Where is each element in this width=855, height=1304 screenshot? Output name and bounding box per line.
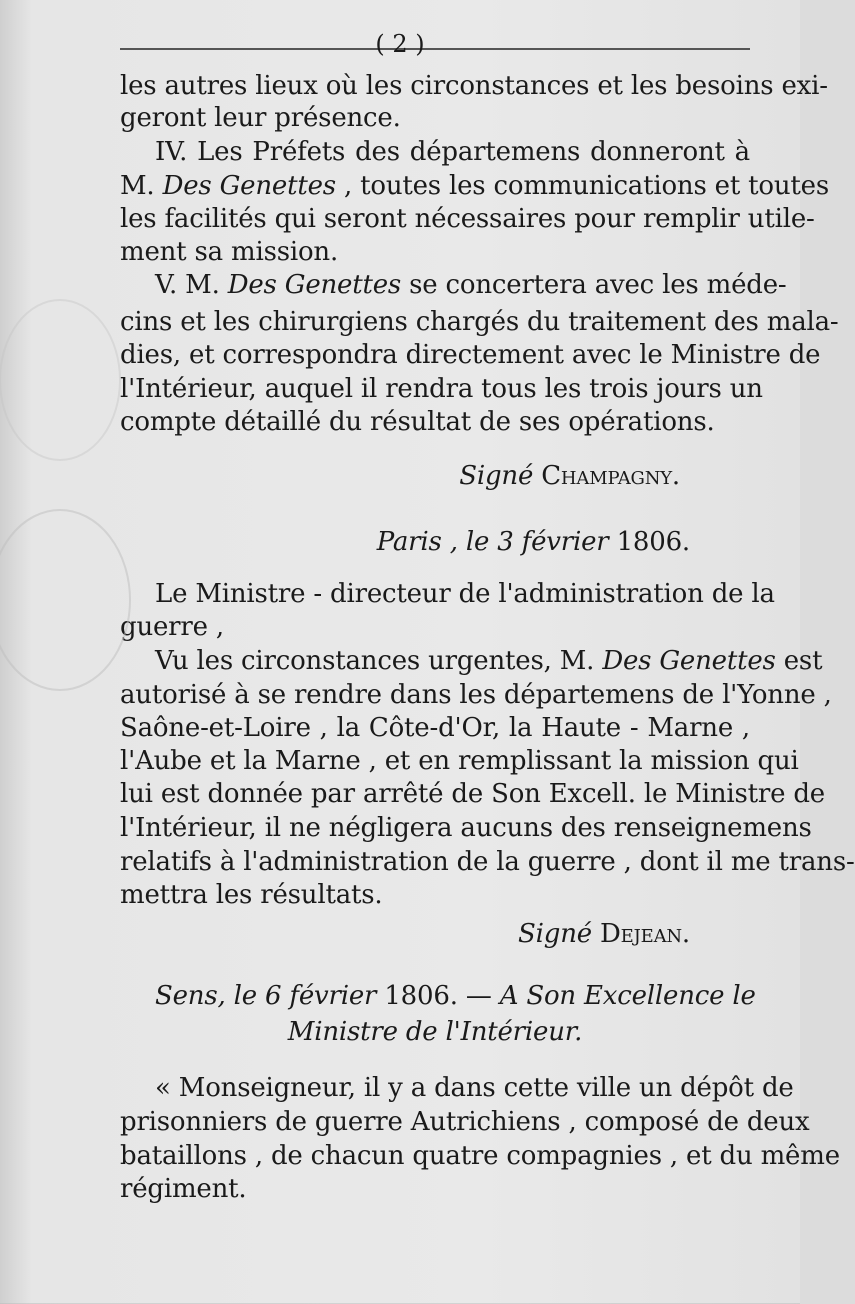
text-line: lui est donnée par arrêté de Son Excell. le Ministre de (120, 779, 825, 809)
text-line: dies, et correspondra directement avec le Ministre de (120, 340, 821, 370)
name-italic: Des Genettes (162, 171, 336, 201)
text-line: Saône-et-Loire , la Côte-d'Or, la Haute - Marne , (120, 713, 750, 743)
date-place: Sens (155, 981, 218, 1011)
addressee-line: Ministre de l'Intérieur. (287, 1017, 583, 1047)
text-line: IV. Les Préfets des départemens donneront à (155, 137, 750, 167)
signature-name: Dejean. (600, 919, 690, 949)
text-line: geront leur présence. (120, 103, 401, 133)
signature-champagny (459, 460, 680, 492)
text-line: l'Aube et la Marne , et en remplissant la mission qui (120, 746, 799, 776)
text-line: l'Intérieur, il ne négligera aucuns des renseignemens (120, 813, 812, 843)
date-place: Paris (376, 527, 442, 557)
signature-word: Signé (459, 461, 534, 491)
text-line: les autres lieux où les circonstances et les besoins exi- (120, 71, 828, 101)
signature-word: Signé (518, 919, 592, 949)
date-text: , le 3 (441, 527, 522, 557)
text-span: se concertera avec les méde- (401, 270, 787, 300)
text-span: M. (120, 171, 163, 201)
date-month: février (521, 527, 609, 557)
text-line: autorisé à se rendre dans les départemens de l'Yonne , (120, 680, 832, 710)
name-italic: Des Genettes (602, 646, 776, 676)
text-span: V. M. (155, 270, 228, 300)
text-line (155, 645, 823, 677)
name-italic: Des Genettes (227, 270, 402, 300)
text-line: régiment. (120, 1174, 247, 1204)
text-line: les facilités qui seront nécessaires pour remplir utile- (120, 204, 815, 234)
page-number: ( 2 ) (375, 30, 425, 58)
text-line: compte détaillé du résultat de ses opérations. (120, 407, 715, 437)
text-line: l'Intérieur, auquel il rendra tous les trois jours un (120, 374, 763, 404)
addressee: A Son Excellence le (499, 981, 756, 1011)
text-span: est (775, 646, 823, 676)
text-line (155, 269, 787, 301)
text-line (120, 170, 829, 202)
signature-name: Champagny. (541, 461, 680, 491)
text-line: bataillons , de chacun quatre compagnies , et du même (120, 1141, 840, 1171)
text-line: ment sa mission. (120, 237, 339, 267)
date-text: , le 6 (217, 981, 290, 1011)
text-line: mettra les résultats. (120, 880, 383, 910)
text-span: Vu les circonstances urgentes, M. (155, 646, 603, 676)
dateline-paris (377, 526, 690, 558)
text-line: relatifs à l'administration de la guerre , dont il me trans- (120, 847, 855, 877)
date-year: 1806. (608, 527, 690, 557)
signature-dejean (518, 918, 690, 950)
text-line: cins et les chirurgiens chargés du traitement des mala- (120, 307, 839, 337)
text-span: , toutes les communications et toutes (335, 171, 829, 201)
text-line: prisonniers de guerre Autrichiens , composé de deux (120, 1107, 810, 1137)
date-year: 1806. — (376, 981, 500, 1011)
text-line: « Monseigneur, il y a dans cette ville un dépôt de (155, 1073, 794, 1103)
text-line: guerre , (120, 612, 224, 642)
text-line: Le Ministre - directeur de l'administration de la (155, 579, 775, 609)
date-month: février (289, 981, 377, 1011)
dateline-sens (155, 980, 756, 1012)
